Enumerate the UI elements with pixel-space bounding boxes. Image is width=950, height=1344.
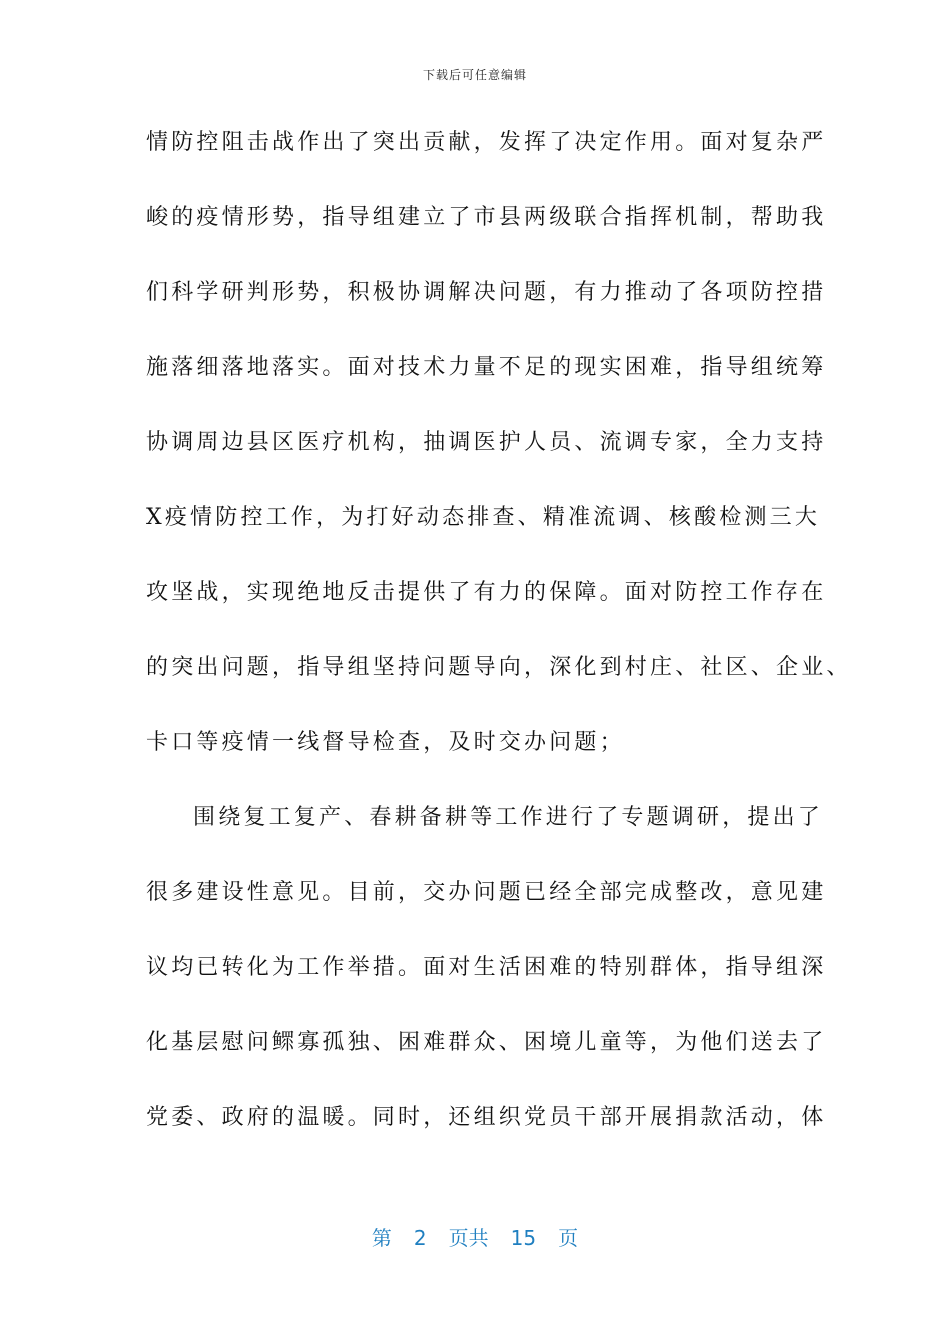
footer-current-page: 2 xyxy=(413,1226,427,1250)
footer-middle: 页共 xyxy=(448,1226,489,1250)
body-line-10: 围绕复工复产、春耕备耕等工作进行了专题调研，提出了 xyxy=(193,805,824,830)
body-line-4: 施落细落地落实。面对技术力量不足的现实困难，指导组统筹 xyxy=(146,355,827,380)
body-line-3: 们科学研判形势，积极协调解决问题，有力推动了各项防控措 xyxy=(146,280,827,305)
body-line-5: 协调周边县区医疗机构，抽调医护人员、流调专家，全力支持 xyxy=(146,430,827,455)
body-line-8: 的突出问题，指导组坚持问题导向，深化到村庄、社区、企业、 xyxy=(146,655,852,680)
footer-total-pages: 15 xyxy=(510,1226,537,1250)
body-line-14: 党委、政府的温暖。同时，还组织党员干部开展捐款活动，体 xyxy=(146,1105,827,1130)
document-body xyxy=(146,118,852,1168)
body-line-11: 很多建设性意见。目前，交办问题已经全部完成整改，意见建 xyxy=(146,880,827,905)
page-header: 下载后可任意编辑 xyxy=(422,68,527,82)
body-line-13: 化基层慰问鳏寡孤独、困难群众、困境儿童等，为他们送去了 xyxy=(146,1030,827,1055)
body-line-9: 卡口等疫情一线督导检查，及时交办问题； xyxy=(146,730,625,755)
footer-suffix: 页 xyxy=(558,1226,579,1250)
page-footer xyxy=(0,1222,950,1251)
body-line-7: 攻坚战，实现绝地反击提供了有力的保障。面对防控工作存在 xyxy=(146,580,827,605)
footer-prefix: 第 xyxy=(371,1226,392,1250)
body-line-1: 情防控阻击战作出了突出贡献，发挥了决定作用。面对复杂严 xyxy=(146,130,827,155)
body-line-6: X疫情防控工作，为打好动态排查、精准流调、核酸检测三大 xyxy=(146,505,821,530)
body-line-2: 峻的疫情形势，指导组建立了市县两级联合指挥机制，帮助我 xyxy=(146,205,827,230)
body-line-12: 议均已转化为工作举措。面对生活困难的特别群体，指导组深 xyxy=(146,955,827,980)
